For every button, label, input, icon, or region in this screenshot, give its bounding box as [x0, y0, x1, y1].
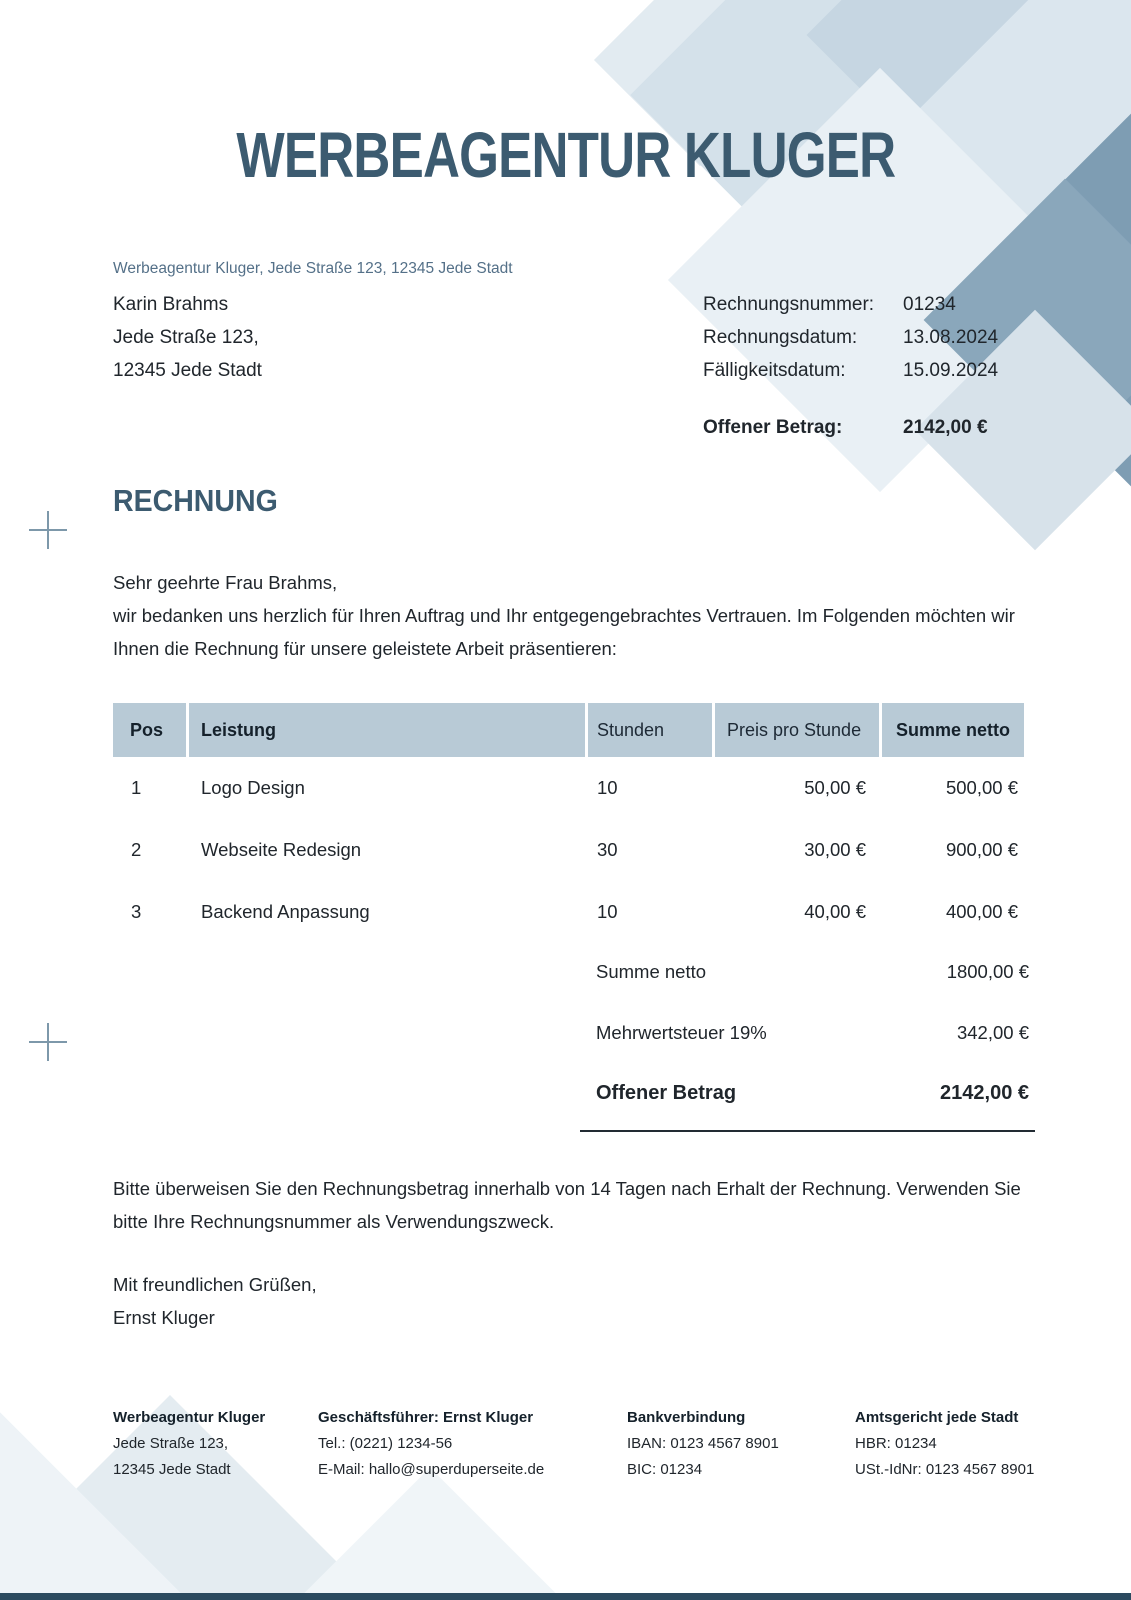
- cell-summe: 900,00 €: [945, 839, 1018, 860]
- meta-row-open-amount: [703, 411, 998, 444]
- open-amount-value: 2142,00 €: [903, 417, 988, 438]
- cell-pos: 3: [131, 901, 142, 922]
- table-row: [113, 881, 1024, 943]
- footer-column-registry: [855, 1405, 1034, 1483]
- footer-title: Amtsgericht jede Stadt: [855, 1409, 1019, 1426]
- footer-line: BIC: 01234: [627, 1461, 703, 1478]
- summary-row-vat: [580, 1002, 1035, 1063]
- footer-title: Bankverbindung: [627, 1409, 746, 1426]
- table-row: [113, 757, 1024, 819]
- recipient-city: 12345 Jede Stadt: [113, 360, 262, 381]
- plus-icon: [29, 511, 67, 549]
- footer-line: IBAN: 0123 4567 8901: [627, 1435, 779, 1452]
- footer-accent-bar: [0, 1593, 1131, 1600]
- recipient-name: Karin Brahms: [113, 294, 229, 315]
- meta-row-due-date: [703, 354, 998, 387]
- footer-line: Jede Straße 123,: [113, 1435, 229, 1452]
- footer-line: HBR: 01234: [855, 1435, 937, 1452]
- summary-label: Mehrwertsteuer 19%: [596, 1021, 767, 1043]
- footer-line: USt.-IdNr: 0123 4567 8901: [855, 1461, 1035, 1478]
- cell-stunden: 30: [597, 839, 618, 860]
- meta-label: Rechnungsnummer:: [703, 294, 875, 315]
- meta-label: Rechnungsdatum:: [703, 327, 858, 348]
- open-amount-label: Offener Betrag:: [703, 417, 843, 438]
- summary-value: 1800,00 €: [946, 960, 1029, 982]
- column-header-preis: Preis pro Stunde: [715, 703, 879, 757]
- recipient-street: Jede Straße 123,: [113, 327, 259, 348]
- cell-preis: 40,00 €: [804, 901, 866, 922]
- cell-pos: 2: [131, 839, 142, 860]
- line-items-table: [113, 703, 1024, 943]
- summary-value: 2142,00 €: [940, 1082, 1029, 1104]
- table-header-row: [113, 703, 1024, 757]
- cell-leistung: Backend Anpassung: [201, 901, 370, 922]
- meta-row-invoice-number: [703, 288, 998, 321]
- cell-leistung: Webseite Redesign: [201, 839, 362, 860]
- footer-column-bank: [627, 1405, 779, 1483]
- closing-greeting: Mit freundlichen Grüßen,: [113, 1274, 317, 1295]
- company-title: WERBEAGENTUR KLUGER: [236, 119, 895, 191]
- salutation: Sehr geehrte Frau Brahms,: [113, 572, 338, 593]
- cell-summe: 400,00 €: [945, 901, 1018, 922]
- cell-summe: 500,00 €: [945, 777, 1018, 798]
- summary-row-netto: [580, 941, 1035, 1002]
- meta-value: 13.08.2024: [903, 327, 999, 348]
- cell-stunden: 10: [597, 901, 618, 922]
- summary-label: Offener Betrag: [596, 1082, 737, 1104]
- meta-value: 15.09.2024: [903, 360, 999, 381]
- summary-value: 342,00 €: [956, 1021, 1029, 1043]
- footer-line: E-Mail: hallo@superduperseite.de: [318, 1461, 545, 1478]
- summary-label: Summe netto: [596, 960, 707, 982]
- footer-column-company: [113, 1405, 265, 1483]
- invoice-meta: [703, 288, 998, 444]
- intro-paragraph: wir bedanken uns herzlich für Ihren Auftrag und Ihr entgegengebrachtes Vertrauen. Im Folgenden möchten wir Ihnen die Rechnung für unsere geleistete Arbeit präsentieren:: [113, 605, 1015, 659]
- column-header-leistung: Leistung: [189, 703, 585, 757]
- closing-signature: Ernst Kluger: [113, 1307, 215, 1328]
- footer-title: Geschäftsführer: Ernst Kluger: [318, 1409, 534, 1426]
- summary-divider: [580, 1130, 1035, 1132]
- closing-block: [113, 1268, 317, 1334]
- footer-line: Tel.: (0221) 1234-56: [318, 1435, 453, 1452]
- meta-row-invoice-date: [703, 321, 998, 354]
- sender-line: Werbeagentur Kluger, Jede Straße 123, 12345 Jede Stadt: [113, 260, 513, 277]
- plus-icon: [29, 1023, 67, 1061]
- cell-pos: 1: [131, 777, 142, 798]
- footer-line: 12345 Jede Stadt: [113, 1461, 231, 1478]
- cell-stunden: 10: [597, 777, 618, 798]
- meta-value: 01234: [903, 294, 956, 315]
- cell-preis: 50,00 €: [804, 777, 866, 798]
- cell-preis: 30,00 €: [804, 839, 866, 860]
- summary-row-total: [580, 1063, 1035, 1124]
- column-header-summe: Summe netto: [882, 703, 1024, 757]
- footer-title: Werbeagentur Kluger: [113, 1409, 266, 1426]
- totals-summary: [580, 941, 1035, 1132]
- recipient-address: [113, 288, 262, 387]
- column-header-stunden: Stunden: [588, 703, 712, 757]
- column-header-pos: Pos: [113, 703, 186, 757]
- invoice-heading: RECHNUNG: [113, 483, 278, 518]
- footer-column-contact: [318, 1405, 544, 1483]
- payment-note: Bitte überweisen Sie den Rechnungsbetrag innerhalb von 14 Tagen nach Erhalt der Rechnung. Verwenden Sie bitte Ihre Rechnungsnummer als Verwendungszweck.: [113, 1178, 1021, 1232]
- table-row: [113, 819, 1024, 881]
- meta-label: Fälligkeitsdatum:: [703, 360, 846, 381]
- cell-leistung: Logo Design: [201, 777, 305, 798]
